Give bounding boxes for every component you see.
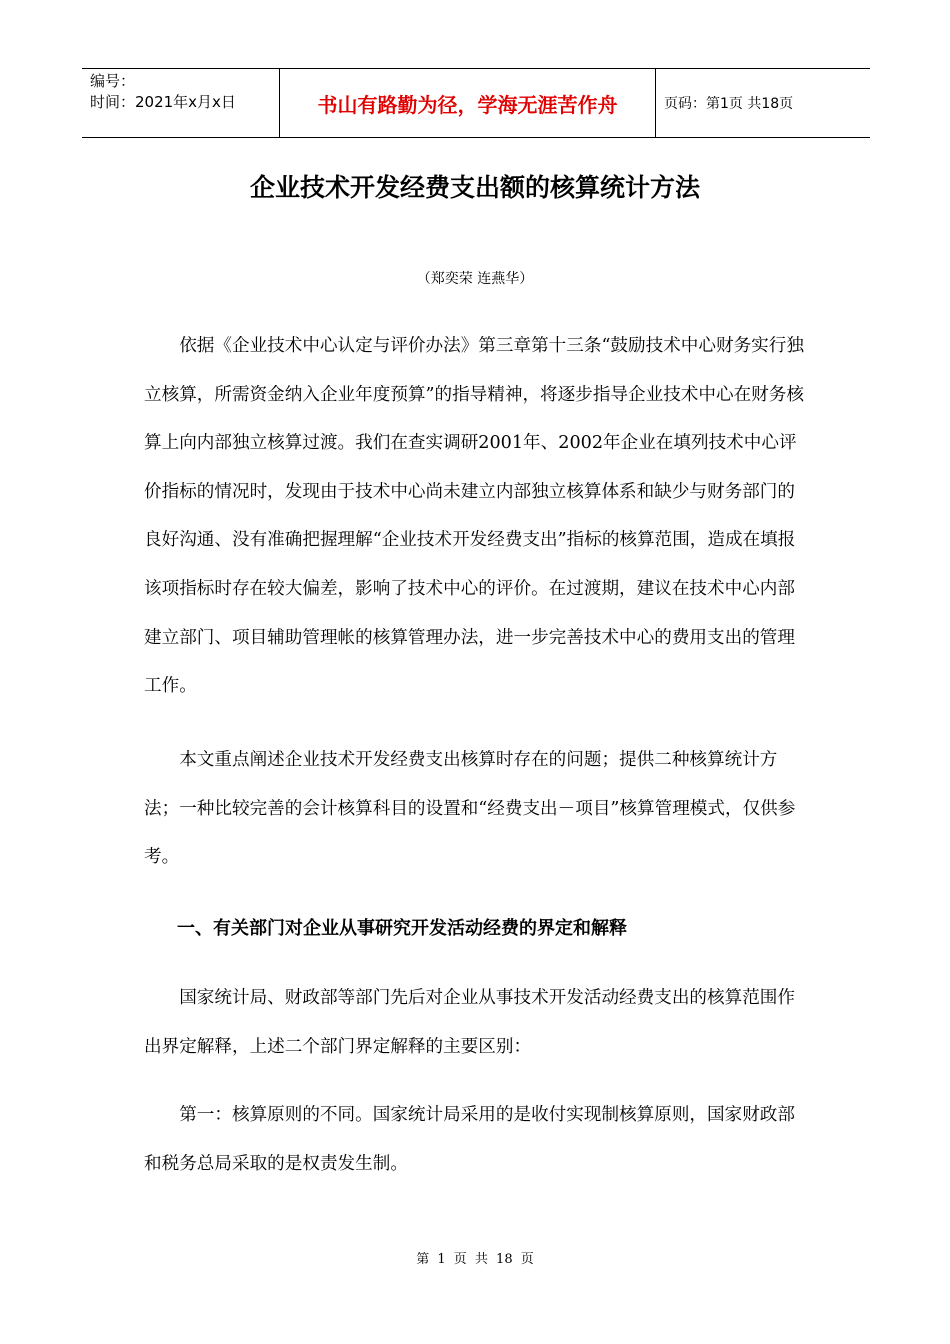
paragraph: 第一：核算原则的不同。国家统计局采用的是收付实现制核算原则，国家财政部和税务总局采取的是权责发生制。 bbox=[144, 1105, 795, 1174]
section-paragraph-block bbox=[144, 974, 808, 1071]
date-label: 时间：2021年x月x日 bbox=[90, 93, 236, 111]
document-title: 企业技术开发经费支出额的核算统计方法 bbox=[249, 173, 700, 202]
paragraph: 国家统计局、财政部等部门先后对企业从事技术开发活动经费支出的核算范围作出界定解释，上述二个部门界定解释的主要区别： bbox=[144, 988, 795, 1057]
section-heading: 一、有关部门对企业从事研究开发活动经费的界定和解释 bbox=[177, 918, 627, 939]
section-paragraph-block bbox=[144, 1091, 808, 1188]
summary-paragraph-block bbox=[144, 736, 808, 882]
page-info: 页码：第1页 共18页 bbox=[664, 96, 794, 112]
page-footer: 第 1 页 共 18 页 bbox=[416, 1252, 534, 1267]
number-label: 编号： bbox=[90, 72, 136, 90]
paragraph: 本文重点阐述企业技术开发经费支出核算时存在的问题；提供二种核算统计方法；一种比较完善的会计核算科目的设置和“经费支出－项目”核算管理模式，仅供参考。 bbox=[144, 750, 796, 868]
intro-paragraph-block bbox=[144, 322, 808, 711]
paragraph: 依据《企业技术中心认定与评价办法》第三章第十三条“鼓励技术中心财务实行独立核算，所需资金纳入企业年度预算”的指导精神，将逐步指导企业技术中心在财务核算上向内部独立核算过渡。我们在查实调研2001年、2002年企业在填列技术中心评价指标的情况时，发现由于技术中心尚未建立内部独立核算体系和缺少与财务部门的良好沟通、没有准确把握理解“企业技术开发经费支出”指标的核算范围，造成在填报该项指标时存在较大偏差，影响了技术中心的评价。在过渡期，建议在技术中心内部建立部门、项目辅助管理帐的核算管理办法，进一步完善技术中心的费用支出的管理工作。 bbox=[144, 336, 804, 697]
authors: （郑奕荣 连燕华） bbox=[416, 271, 534, 287]
header-meta-cell bbox=[82, 69, 280, 137]
header-table bbox=[82, 68, 870, 138]
motto: 书山有路勤为径，学海无涯苦作舟 bbox=[280, 69, 656, 137]
